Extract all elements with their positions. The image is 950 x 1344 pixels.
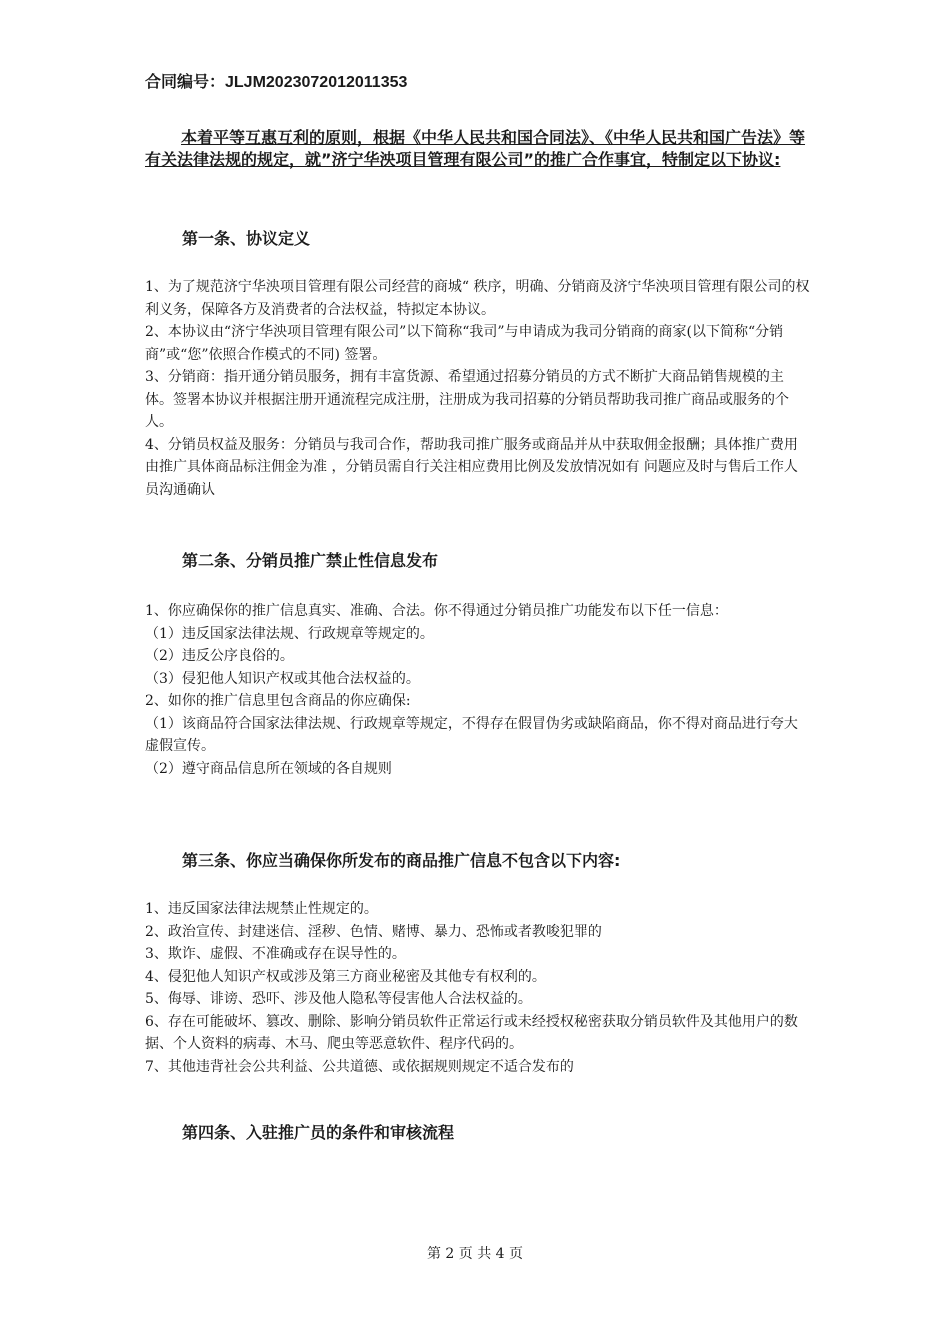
paragraph: （1）该商品符合国家法律法规、行政规章等规定，不得存在假冒伪劣或缺陷商品，你不得对商品进行夸大虚假宣传。	[145, 715, 798, 754]
paragraph: （1）违反国家法律法规、行政规章等规定的。	[145, 625, 434, 642]
paragraph: 4、侵犯他人知识产权或涉及第三方商业秘密及其他专有权利的。	[145, 968, 546, 985]
paragraph: （3）侵犯他人知识产权或其他合法权益的。	[145, 670, 420, 687]
section-heading-2: 第二条、分销员推广禁止性信息发布	[182, 551, 439, 570]
preamble-paragraph: 本着平等互惠互利的原则，根据《中华人民共和国合同法》、《中华人民共和国广告法》等有关法律法规的规定，就”济宁华泱项目管理有限公司”的推广合作事宜，特制定以下协议:	[145, 128, 806, 169]
paragraph: （2）违反公序良俗的。	[145, 648, 294, 664]
paragraph: 2、如你的推广信息里包含商品的你应确保:	[145, 693, 411, 709]
paragraph: 1、为了规范济宁华泱项目管理有限公司经营的商城“ 秩序，明确、分销商及济宁华泱项目管理有限公司的权利义务，保障各方及消费者的合法权益，特拟定本协议。	[145, 279, 810, 318]
paragraph: 5、侮辱、诽谤、恐吓、涉及他人隐私等侵害他人合法权益的。	[145, 991, 532, 1007]
paragraph: 3、分销商：指开通分销员服务，拥有丰富货源、希望通过招募分销员的方式不断扩大商品销售规模的主体。签署本协议并根据注册开通流程完成注册，注册成为我司招募的分销员帮助我司推广商品或服务的个人。	[145, 369, 789, 430]
contract-number: 合同编号：JLJM2023072012011353	[145, 74, 408, 91]
section-body-1	[145, 276, 810, 501]
paragraph: 2、本协议由“济宁华泱项目管理有限公司”以下简称“我司”与申请成为我司分销商的商家(以下简称“分销商”或“您”依照合作模式的不同) 签署。	[145, 324, 784, 363]
paragraph: 6、存在可能破坏、篡改、删除、影响分销员软件正常运行或未经授权秘密获取分销员软件及其他用户的数据、个人资料的病毒、木马、爬虫等恶意软件、程序代码的。	[145, 1013, 798, 1052]
section-body-3	[145, 898, 810, 1078]
section-body-2	[145, 600, 810, 780]
paragraph: 7、其他违背社会公共利益、公共道德、或依据规则规定不适合发布的	[145, 1058, 574, 1075]
section-heading-4: 第四条、入驻推广员的条件和审核流程	[182, 1123, 455, 1142]
paragraph: 1、违反国家法律法规禁止性规定的。	[145, 901, 378, 917]
paragraph: 4、分销员权益及服务：分销员与我司合作，帮助我司推广服务或商品并从中获取佣金报酬；具体推广费用由推广具体商品标注佣金为准 ，分销员需自行关注相应费用比例及发放情况如有 问题应及时与售后工作人员沟通确认	[145, 436, 798, 498]
section-heading-1: 第一条、协议定义	[182, 229, 311, 248]
paragraph: 1、你应确保你的推广信息真实、准确、合法。你不得通过分销员推广功能发布以下任一信息：	[145, 603, 728, 619]
section-heading-3: 第三条、你应当确保你所发布的商品推广信息不包含以下内容:	[182, 851, 621, 870]
paragraph: 3、欺诈、虚假、不准确或存在误导性的。	[145, 946, 406, 962]
paragraph: 2、政治宣传、封建迷信、淫秽、色情、赌博、暴力、恐怖或者教唆犯罪的	[145, 923, 602, 940]
paragraph: （2）遵守商品信息所在领域的各自规则	[145, 760, 392, 777]
page-number-footer: 第 2 页 共 4 页	[426, 1246, 524, 1262]
